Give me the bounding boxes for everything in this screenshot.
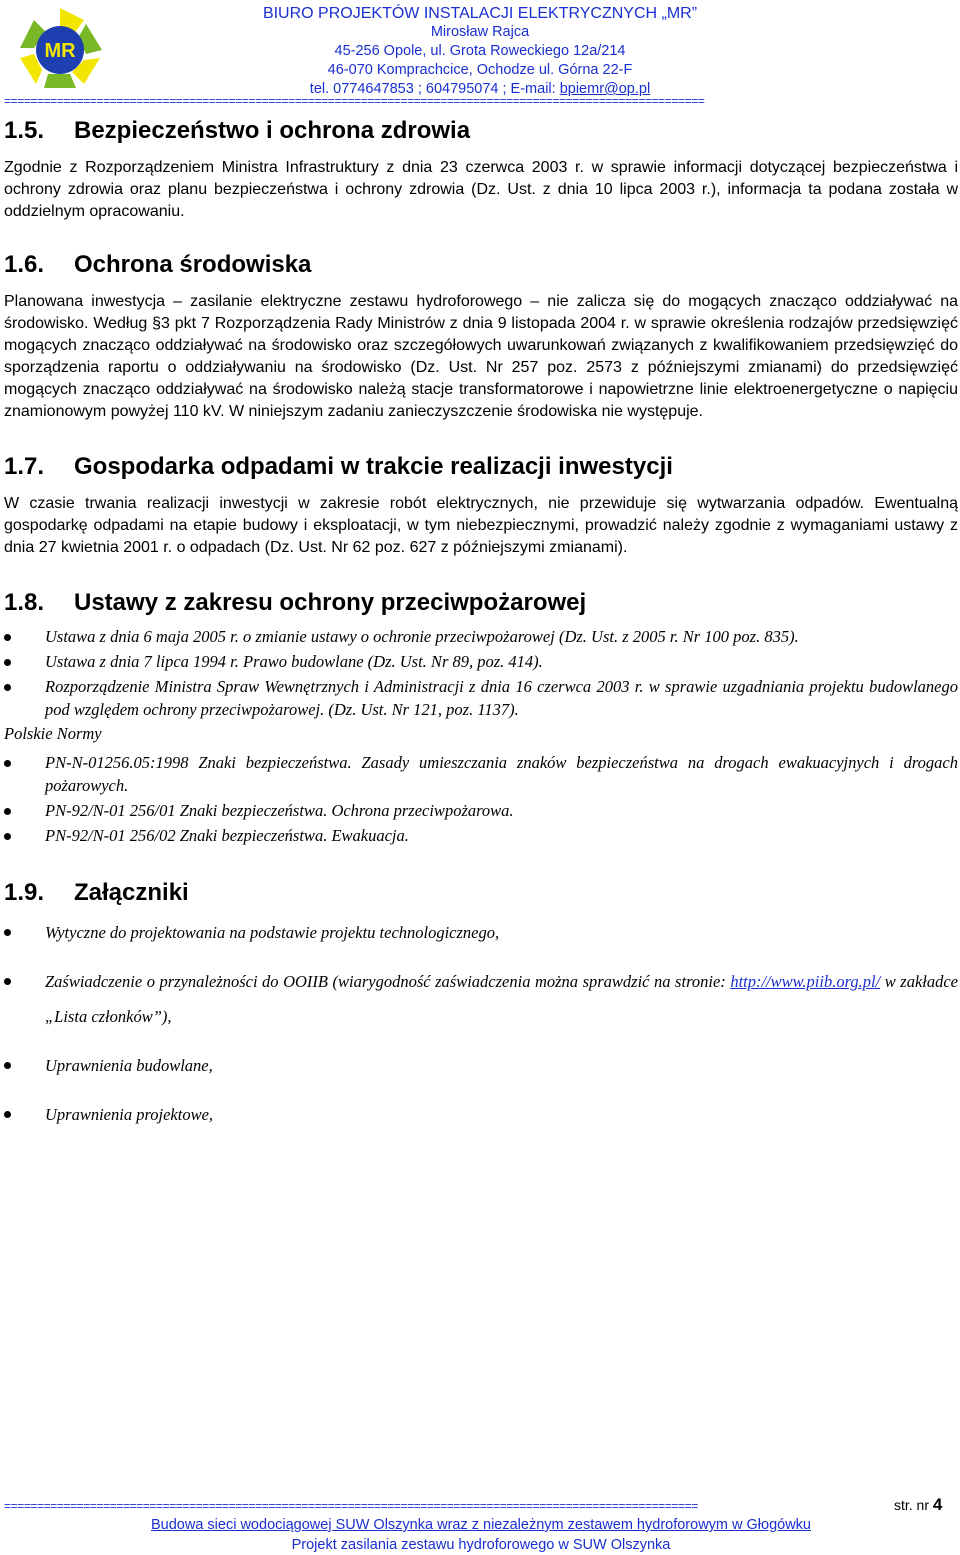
- section-title: Ustawy z zakresu ochrony przeciwpożarowej: [74, 589, 587, 616]
- list-item: PN-N-01256.05:1998 Znaki bezpieczeństwa. Zasady umieszczania znaków bezpieczeństwa na drogach ewakuacyjnych i drogach pożarowych.: [4, 751, 958, 797]
- list-item: Wytyczne do projektowania na podstawie projektu technologicznego,: [4, 915, 958, 950]
- list-item: Ustawa z dnia 7 lipca 1994 r. Prawo budowlane (Dz. Ust. Nr 89, poz. 414).: [4, 650, 958, 673]
- section-number: 1.6.: [4, 251, 45, 278]
- bullet-icon: [4, 1111, 11, 1118]
- company-logo: [14, 4, 106, 92]
- bullet-icon: [4, 684, 11, 691]
- project-subtitle: Projekt zasilania zestawu hydroforowego w SUW Olszynka: [291, 1537, 671, 1553]
- standards-list: [4, 751, 958, 847]
- section-title: Bezpieczeństwo i ochrona zdrowia: [74, 117, 471, 144]
- bullet-icon: [4, 808, 11, 815]
- page-number: str. nr 4: [894, 1495, 943, 1514]
- section-heading: [4, 249, 958, 281]
- list-item: PN-92/N-01 256/01 Znaki bezpieczeństwa. Ochrona przeciwpożarowa.: [4, 799, 958, 822]
- section-1-6: [4, 249, 958, 423]
- section-number: 1.5.: [4, 117, 45, 144]
- document-body: [4, 115, 958, 1146]
- section-title: Gospodarka odpadami w trakcie realizacji inwestycji: [74, 453, 673, 480]
- list-item: Uprawnienia projektowe,: [4, 1097, 958, 1132]
- section-paragraph: W czasie trwania realizacji inwestycji w zakresie robót elektrycznych, nie przewiduje się wytwarzania odpadów. Ewentualną gospodarkę odpadami na etapie budowy i eksploatacji, w tym niebezpiecznymi, prowadzić należy zgodnie z wymaganiami ustawy z dnia 27 kwietnia 2001 r. o odpadach (Dz. Ust. Nr 62 poz. 627 z późniejszymi zmianami).: [4, 495, 958, 556]
- list-item: Uprawnienia budowlane,: [4, 1048, 958, 1083]
- section-title: Załączniki: [74, 879, 189, 906]
- header-separator: ==========================================================================================================: [4, 94, 705, 108]
- owner-name: Mirosław Rajca: [430, 24, 530, 40]
- email-link[interactable]: bpiemr@op.pl: [559, 81, 651, 97]
- bullet-icon: [4, 929, 11, 936]
- regulations-list: [4, 625, 958, 721]
- footer-separator-row: [4, 1495, 958, 1515]
- section-heading: [4, 877, 958, 909]
- footer-separator: =========================================================================================================: [4, 1499, 698, 1513]
- address-line-2: 46-070 Komprachcice, Ochodze ul. Górna 22-F: [327, 62, 633, 78]
- bullet-icon: [4, 760, 11, 767]
- section-number: 1.8.: [4, 589, 45, 616]
- section-1-9: [4, 877, 958, 1132]
- section-heading: [4, 451, 958, 483]
- svg-text:MR: MR: [44, 40, 76, 62]
- page-footer: [4, 1495, 958, 1555]
- section-number: 1.7.: [4, 453, 45, 480]
- bullet-icon: [4, 634, 11, 641]
- list-item: Ustawa z dnia 6 maja 2005 r. o zmianie ustawy o ochronie przeciwpożarowej (Dz. Ust. z 2005 r. Nr 100 poz. 835).: [4, 625, 958, 648]
- letterhead: [190, 4, 770, 99]
- list-item: Zaświadczenie o przynależności do OOIIB (wiarygodność zaświadczenia można sprawdzić na stronie: http://www.piib.org.pl/ w zakładce „Lista członków”),: [4, 964, 958, 1034]
- section-paragraph: Zgodnie z Rozporządzeniem Ministra Infrastruktury z dnia 23 czerwca 2003 r. w sprawie informacji dotyczącej bezpieczeństwa i ochrony zdrowia oraz planu bezpieczeństwa i ochrony zdrowia (Dz. Ust. z dnia 10 lipca 2003 r.), informacja ta podana została w oddzielnym opracowaniu.: [4, 159, 958, 220]
- bullet-icon: [4, 833, 11, 840]
- section-1-8: [4, 587, 958, 847]
- section-1-7: [4, 451, 958, 559]
- bullet-icon: [4, 978, 11, 985]
- contact-phones: tel. 0774647853 ; 604795074 ; E-mail:: [309, 81, 560, 97]
- section-number: 1.9.: [4, 879, 45, 906]
- section-paragraph: Planowana inwestycja – zasilanie elektryczne zestawu hydroforowego – nie zalicza się do mogących znacząco oddziaływać na środowisko. Według §3 pkt 7 Rozporządzenia Rady Ministrów z dnia 9 listopada 2004 r. w sprawie określenia rodzajów przedsięwzięć mogących znacząco oddziaływać na środowisko oraz szczegółowych uwarunkowań związanych z kwalifikowaniem przedsięwzięć do sporządzenia raportu o oddziaływaniu na środowisko (Dz. Ust. Nr 257 poz. 2573 z późniejszymi zmianami) do przedsięwzięć mogących znacząco oddziaływać na środowisko należą stacje transformatorowe i napowietrzne linie elektroenergetyczne o napięciu znamionowym powyżej 110 kV. W niniejszym zadaniu zanieczyszczenie środowiska nie występuje.: [4, 293, 958, 420]
- section-heading: [4, 115, 958, 147]
- project-title: Budowa sieci wodociągowej SUW Olszynka wraz z niezależnym zestawem hydroforowym w Głogówku: [151, 1517, 811, 1533]
- list-item: Rozporządzenie Ministra Spraw Wewnętrznych i Administracji z dnia 16 czerwca 2003 r. w sprawie uzgadniania projektu budowlanego pod względem ochrony przeciwpożarowej. (Dz. Ust. Nr 121, poz. 1137).: [4, 675, 958, 721]
- bullet-icon: [4, 1062, 11, 1069]
- section-title: Ochrona środowiska: [74, 251, 312, 278]
- section-heading: [4, 587, 958, 619]
- bullet-icon: [4, 659, 11, 666]
- list-item: PN-92/N-01 256/02 Znaki bezpieczeństwa. Ewakuacja.: [4, 824, 958, 847]
- attachments-list: [4, 915, 958, 1132]
- section-1-5: [4, 115, 958, 223]
- piib-link[interactable]: http://www.piib.org.pl/: [730, 972, 881, 991]
- address-line-1: 45-256 Opole, ul. Grota Roweckiego 12a/214: [334, 43, 626, 59]
- polish-standards-title: Polskie Normy: [4, 724, 102, 743]
- firm-name: BIURO PROJEKTÓW INSTALACJI ELEKTRYCZNYCH „MR”: [262, 5, 698, 22]
